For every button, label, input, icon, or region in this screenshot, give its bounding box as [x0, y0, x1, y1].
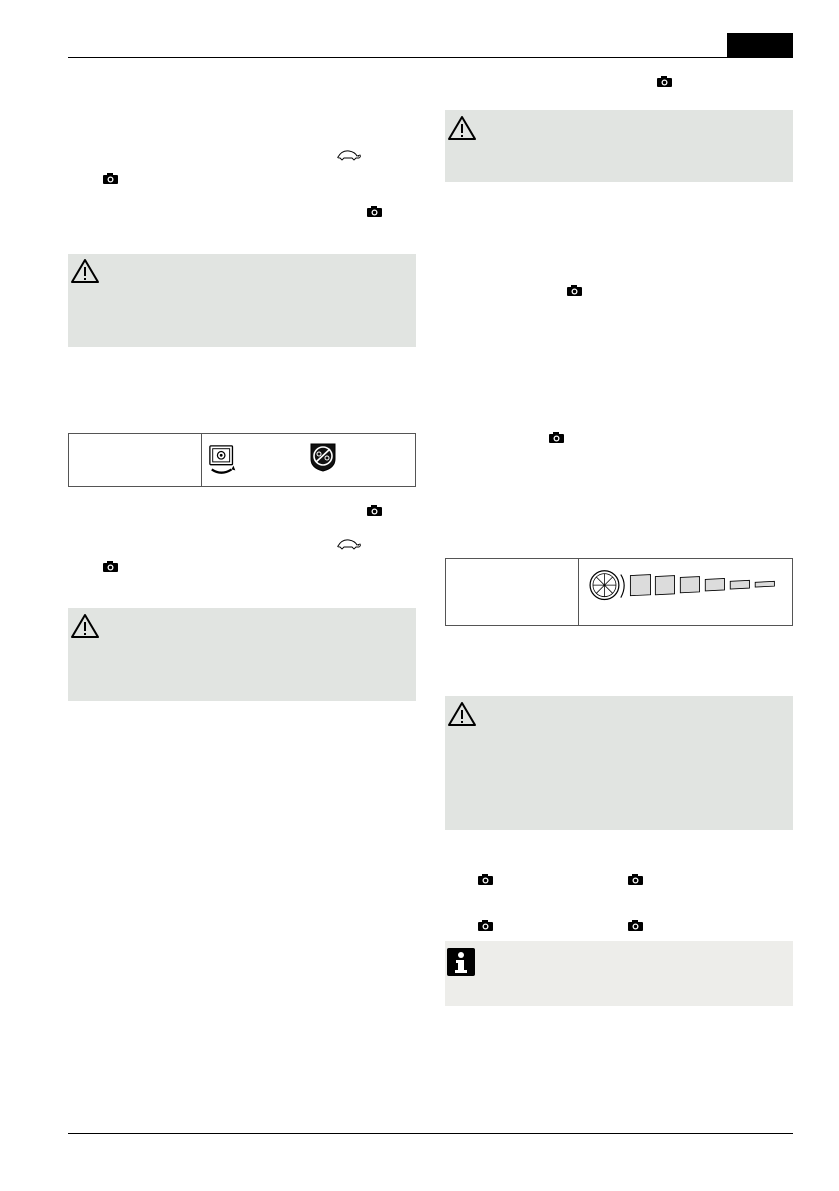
info-icon: [447, 948, 475, 976]
camera-icon: [656, 75, 673, 88]
camera-icon: [477, 919, 494, 932]
warning-triangle-icon: [447, 701, 477, 727]
wheel-wear-table: [445, 558, 793, 626]
warning-box: [445, 110, 793, 182]
camera-icon: [366, 205, 383, 218]
header-rule: [68, 57, 793, 58]
language-tab: [727, 33, 793, 58]
warning-box: [68, 608, 416, 701]
table-icon-cell: [202, 434, 415, 486]
settings-refresh-icon: [208, 443, 240, 477]
camera-icon: [102, 560, 119, 573]
camera-icon: [566, 284, 583, 297]
warning-triangle-icon: [70, 613, 100, 639]
table-label-cell: [69, 434, 202, 486]
camera-icon: [627, 873, 644, 886]
footer-rule: [68, 1133, 793, 1134]
grinding-wheel-icon: [585, 565, 791, 613]
warning-triangle-icon: [447, 115, 477, 141]
warning-triangle-icon: [70, 258, 100, 284]
symbol-table: [68, 433, 416, 487]
info-box: [445, 941, 793, 1006]
warning-box: [445, 696, 793, 830]
camera-icon: [102, 172, 119, 185]
camera-icon: [548, 431, 565, 444]
turtle-icon: [334, 537, 362, 551]
camera-icon: [627, 919, 644, 932]
camera-icon: [366, 504, 383, 517]
warning-box: [68, 254, 416, 347]
table-label-cell: [446, 559, 579, 625]
turtle-icon: [334, 148, 362, 162]
camera-icon: [477, 873, 494, 886]
table-icon-cell: [579, 559, 792, 625]
prohibited-tool-icon: [307, 441, 339, 473]
